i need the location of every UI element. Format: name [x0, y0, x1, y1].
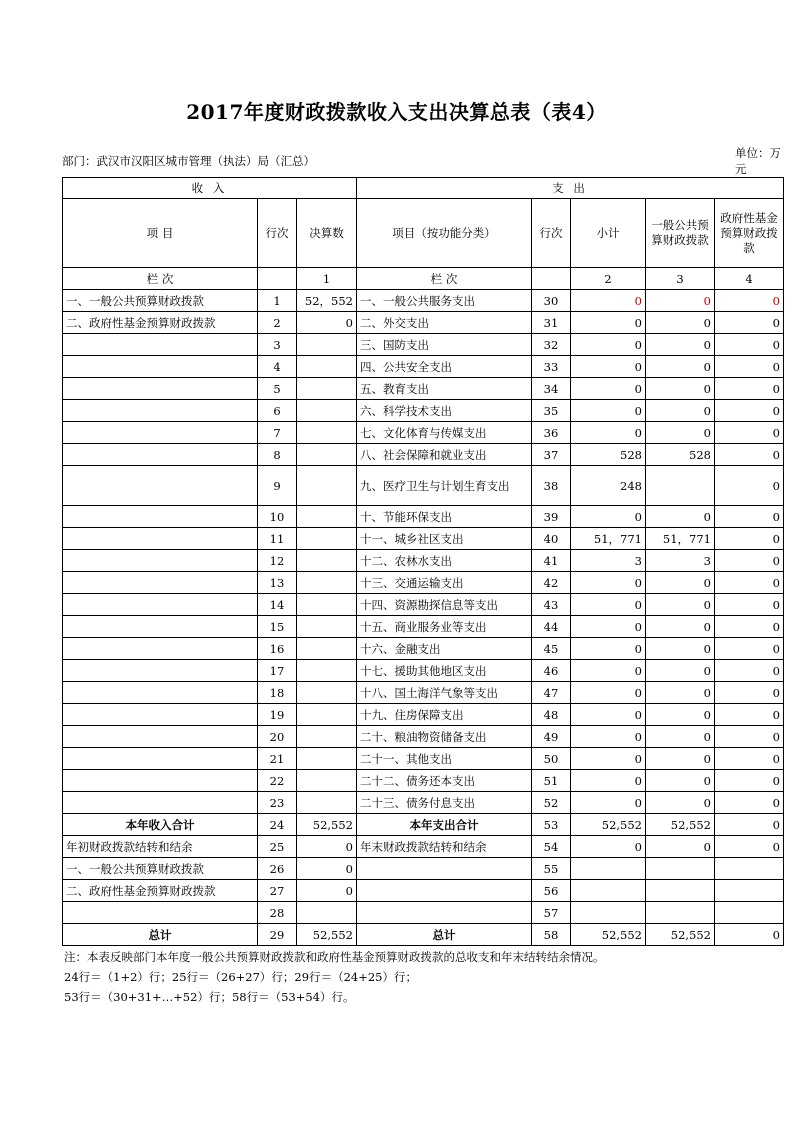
income-amount-cell: 52，552: [297, 290, 357, 312]
expense-line-cell: 57: [532, 902, 571, 924]
income-line-cell: 27: [258, 880, 297, 902]
col-header-gov-fund: 政府性基金预算财政拨款: [715, 199, 784, 268]
income-amount-cell: 0: [297, 836, 357, 858]
income-item-cell: [63, 378, 258, 400]
expense-line-cell: 38: [532, 466, 571, 506]
note-line: 注：本表反映部门本年度一般公共预算财政拨款和政府性基金预算财政拨款的总收支和年末结转结余情况。: [64, 950, 605, 964]
income-item-cell: 一、一般公共预算财政拨款: [63, 290, 258, 312]
col-header-general-budget: 一般公共预算财政拨款: [646, 199, 715, 268]
income-item-cell: [63, 400, 258, 422]
subtotal-cell: [571, 880, 646, 902]
general-budget-cell: [646, 466, 715, 506]
subtotal-cell: [571, 290, 646, 312]
gov-fund-cell: 0: [715, 528, 784, 550]
flagged-value: 0: [703, 293, 711, 308]
gov-fund-cell: 0: [715, 924, 784, 946]
table-row: [63, 506, 784, 528]
gov-fund-cell: 0: [715, 550, 784, 572]
income-line-cell: 1: [258, 290, 297, 312]
table-row: [63, 444, 784, 466]
expense-item-cell: 十七、援助其他地区支出: [357, 660, 532, 682]
gov-fund-cell: 0: [715, 660, 784, 682]
gov-fund-cell: 0: [715, 444, 784, 466]
table-row: [63, 334, 784, 356]
table-row: [63, 572, 784, 594]
income-line-cell: 28: [258, 902, 297, 924]
col-number-empty: [258, 268, 297, 290]
expense-line-cell: 56: [532, 880, 571, 902]
income-line-cell: 4: [258, 356, 297, 378]
expense-item-cell: 一、一般公共服务支出: [357, 290, 532, 312]
income-amount-cell: [297, 356, 357, 378]
col-number-empty: [532, 268, 571, 290]
table-row: [63, 616, 784, 638]
general-budget-cell: 0: [646, 616, 715, 638]
expense-line-cell: 37: [532, 444, 571, 466]
subtotal-cell: 51，771: [571, 528, 646, 550]
table-row: [63, 748, 784, 770]
col-number-1: 1: [297, 268, 357, 290]
subtotal-cell: 0: [571, 638, 646, 660]
gov-fund-cell: 0: [715, 594, 784, 616]
table-row: [63, 858, 784, 880]
expense-item-cell: 八、社会保障和就业支出: [357, 444, 532, 466]
income-amount-cell: [297, 506, 357, 528]
income-item-cell: 年初财政拨款结转和结余: [63, 836, 258, 858]
income-amount-cell: 0: [297, 858, 357, 880]
income-item-cell: [63, 334, 258, 356]
gov-fund-cell: 0: [715, 748, 784, 770]
income-amount-cell: [297, 334, 357, 356]
general-budget-cell: 3: [646, 550, 715, 572]
income-line-cell: 2: [258, 312, 297, 334]
general-budget-cell: 0: [646, 506, 715, 528]
subtotal-cell: 0: [571, 572, 646, 594]
subtotal-cell: 0: [571, 422, 646, 444]
income-item-cell: [63, 792, 258, 814]
general-budget-cell: 0: [646, 356, 715, 378]
income-item-cell: [63, 770, 258, 792]
table-row: [63, 726, 784, 748]
table-row: [63, 704, 784, 726]
expense-item-cell: 三、国防支出: [357, 334, 532, 356]
expense-line-cell: 35: [532, 400, 571, 422]
income-line-cell: 6: [258, 400, 297, 422]
expense-line-cell: 53: [532, 814, 571, 836]
general-budget-cell: [646, 290, 715, 312]
col-header-final-amount: 决算数: [297, 199, 357, 268]
expense-line-cell: 34: [532, 378, 571, 400]
expense-line-cell: 39: [532, 506, 571, 528]
subtotal-cell: 0: [571, 312, 646, 334]
income-amount-cell: 52,552: [297, 924, 357, 946]
gov-fund-cell: 0: [715, 506, 784, 528]
income-line-cell: 26: [258, 858, 297, 880]
general-budget-cell: 0: [646, 770, 715, 792]
gov-fund-cell: 0: [715, 814, 784, 836]
page-title: 2017年度财政拨款收入支出决算总表（表4）: [186, 100, 607, 124]
expense-line-cell: 52: [532, 792, 571, 814]
subtotal-cell: 0: [571, 770, 646, 792]
expense-line-cell: 45: [532, 638, 571, 660]
income-line-cell: 9: [258, 466, 297, 506]
gov-fund-cell: 0: [715, 836, 784, 858]
table-row: [63, 880, 784, 902]
general-budget-cell: 0: [646, 726, 715, 748]
unit-label: 单位：万元: [735, 146, 781, 176]
expense-item-cell: 二十三、债务付息支出: [357, 792, 532, 814]
expense-item-cell: 五、教育支出: [357, 378, 532, 400]
subtotal-cell: [571, 858, 646, 880]
income-item-cell: 总计: [63, 924, 258, 946]
gov-fund-cell: 0: [715, 638, 784, 660]
department-label: 部门：武汉市汉阳区城市管理（执法）局（汇总）: [62, 154, 315, 168]
table-row: [63, 466, 784, 506]
gov-fund-cell: 0: [715, 572, 784, 594]
expense-item-cell: 年末财政拨款结转和结余: [357, 836, 532, 858]
table-row: [63, 356, 784, 378]
expense-item-cell: 二十一、其他支出: [357, 748, 532, 770]
expense-line-cell: 58: [532, 924, 571, 946]
income-amount-cell: 0: [297, 880, 357, 902]
income-item-cell: [63, 726, 258, 748]
expense-line-cell: 30: [532, 290, 571, 312]
section-header-row: [63, 178, 784, 199]
income-item-cell: [63, 616, 258, 638]
general-budget-cell: 0: [646, 704, 715, 726]
expense-item-cell: 九、医疗卫生与计划生育支出: [357, 466, 532, 506]
income-item-cell: 二、政府性基金预算财政拨款: [63, 312, 258, 334]
income-item-cell: [63, 660, 258, 682]
general-budget-cell: 0: [646, 312, 715, 334]
income-item-cell: [63, 638, 258, 660]
table-row: [63, 594, 784, 616]
income-line-cell: 15: [258, 616, 297, 638]
subtotal-cell: 0: [571, 792, 646, 814]
income-amount-cell: [297, 528, 357, 550]
expense-line-cell: 31: [532, 312, 571, 334]
expense-line-cell: 40: [532, 528, 571, 550]
expense-line-cell: 32: [532, 334, 571, 356]
expense-item-cell: 十一、城乡社区支出: [357, 528, 532, 550]
income-item-cell: [63, 594, 258, 616]
income-line-cell: 13: [258, 572, 297, 594]
gov-fund-cell: [715, 902, 784, 924]
general-budget-cell: [646, 858, 715, 880]
expense-line-cell: 36: [532, 422, 571, 444]
expense-line-cell: 43: [532, 594, 571, 616]
general-budget-cell: 0: [646, 594, 715, 616]
general-budget-cell: 0: [646, 682, 715, 704]
income-section-header: 收 入: [63, 178, 357, 199]
general-budget-cell: 0: [646, 422, 715, 444]
col-header-line-2: 行次: [532, 199, 571, 268]
expense-item-cell: [357, 858, 532, 880]
table-row: [63, 528, 784, 550]
income-line-cell: 5: [258, 378, 297, 400]
table-row: [63, 902, 784, 924]
income-line-cell: 3: [258, 334, 297, 356]
income-amount-cell: [297, 422, 357, 444]
income-line-cell: 22: [258, 770, 297, 792]
table-row: [63, 400, 784, 422]
gov-fund-cell: 0: [715, 466, 784, 506]
income-line-cell: 20: [258, 726, 297, 748]
general-budget-cell: 0: [646, 334, 715, 356]
income-line-cell: 18: [258, 682, 297, 704]
income-item-cell: 本年收入合计: [63, 814, 258, 836]
expense-item-cell: 十二、农林水支出: [357, 550, 532, 572]
subtotal-cell: 0: [571, 682, 646, 704]
gov-fund-cell: [715, 880, 784, 902]
table-row: [63, 312, 784, 334]
subtotal-cell: 0: [571, 594, 646, 616]
expense-item-cell: 十四、资源勘探信息等支出: [357, 594, 532, 616]
general-budget-cell: 0: [646, 400, 715, 422]
expense-item-cell: 七、文化体育与传媒支出: [357, 422, 532, 444]
expense-item-cell: 二十二、债务还本支出: [357, 770, 532, 792]
income-item-cell: [63, 682, 258, 704]
income-amount-cell: [297, 400, 357, 422]
table-row: [63, 814, 784, 836]
income-item-cell: 二、政府性基金预算财政拨款: [63, 880, 258, 902]
general-budget-cell: 0: [646, 378, 715, 400]
income-amount-cell: [297, 616, 357, 638]
expense-line-cell: 46: [532, 660, 571, 682]
income-line-cell: 17: [258, 660, 297, 682]
general-budget-cell: 0: [646, 836, 715, 858]
income-line-cell: 24: [258, 814, 297, 836]
income-item-cell: [63, 506, 258, 528]
expense-item-cell: 十五、商业服务业等支出: [357, 616, 532, 638]
income-item-cell: [63, 528, 258, 550]
general-budget-cell: 0: [646, 660, 715, 682]
general-budget-cell: [646, 902, 715, 924]
subtotal-cell: 0: [571, 748, 646, 770]
subtotal-cell: 0: [571, 660, 646, 682]
expense-item-cell: [357, 902, 532, 924]
subtotal-cell: 0: [571, 506, 646, 528]
expense-line-cell: 55: [532, 858, 571, 880]
expense-item-cell: 本年支出合计: [357, 814, 532, 836]
col-header-func-item: 项目（按功能分类）: [357, 199, 532, 268]
income-item-cell: [63, 466, 258, 506]
expense-item-cell: 总计: [357, 924, 532, 946]
income-item-cell: [63, 356, 258, 378]
subtotal-cell: 0: [571, 400, 646, 422]
expense-line-cell: 51: [532, 770, 571, 792]
subtotal-cell: 0: [571, 704, 646, 726]
expense-line-cell: 54: [532, 836, 571, 858]
gov-fund-cell: 0: [715, 726, 784, 748]
income-item-cell: [63, 704, 258, 726]
subtotal-cell: 52,552: [571, 814, 646, 836]
table-row: [63, 792, 784, 814]
table-row: [63, 638, 784, 660]
expense-item-cell: 二、外交支出: [357, 312, 532, 334]
gov-fund-cell: 0: [715, 704, 784, 726]
note-line: 24行＝（1+2）行；25行＝（26+27）行；29行＝（24+25）行；: [64, 970, 417, 984]
col-number-3: 3: [646, 268, 715, 290]
subtotal-cell: 52,552: [571, 924, 646, 946]
note-line: 53行＝（30+31+…+52）行；58行＝（53+54）行。: [64, 990, 355, 1004]
expense-item-cell: 十三、交通运输支出: [357, 572, 532, 594]
table-row: [63, 660, 784, 682]
income-amount-cell: [297, 792, 357, 814]
expense-item-cell: 十、节能环保支出: [357, 506, 532, 528]
general-budget-cell: 0: [646, 748, 715, 770]
income-amount-cell: [297, 726, 357, 748]
income-line-cell: 10: [258, 506, 297, 528]
subtotal-cell: 0: [571, 334, 646, 356]
income-line-cell: 29: [258, 924, 297, 946]
income-line-cell: 12: [258, 550, 297, 572]
subtotal-cell: 0: [571, 836, 646, 858]
subtotal-cell: 3: [571, 550, 646, 572]
general-budget-cell: 52,552: [646, 924, 715, 946]
flagged-value: 0: [772, 293, 780, 308]
subtotal-cell: 0: [571, 356, 646, 378]
expense-item-cell: [357, 880, 532, 902]
income-amount-cell: [297, 748, 357, 770]
general-budget-cell: 52,552: [646, 814, 715, 836]
expense-line-cell: 42: [532, 572, 571, 594]
column-number-row: [63, 268, 784, 290]
expense-line-cell: 50: [532, 748, 571, 770]
col-number-4: 4: [715, 268, 784, 290]
subtotal-cell: [571, 902, 646, 924]
table-row: [63, 550, 784, 572]
gov-fund-cell: 0: [715, 422, 784, 444]
expense-item-cell: 四、公共安全支出: [357, 356, 532, 378]
general-budget-cell: [646, 880, 715, 902]
table-row: [63, 836, 784, 858]
notes: [64, 947, 605, 1007]
table-row: [63, 924, 784, 946]
subtotal-cell: 0: [571, 378, 646, 400]
gov-fund-cell: 0: [715, 312, 784, 334]
gov-fund-cell: [715, 858, 784, 880]
expense-line-cell: 44: [532, 616, 571, 638]
expense-line-cell: 41: [532, 550, 571, 572]
col-number-2: 2: [571, 268, 646, 290]
general-budget-cell: 0: [646, 572, 715, 594]
income-amount-cell: [297, 770, 357, 792]
gov-fund-cell: 0: [715, 378, 784, 400]
gov-fund-cell: 0: [715, 616, 784, 638]
gov-fund-cell: 0: [715, 792, 784, 814]
col-header-item: 项 目: [63, 199, 258, 268]
gov-fund-cell: 0: [715, 400, 784, 422]
income-line-cell: 16: [258, 638, 297, 660]
income-amount-cell: [297, 550, 357, 572]
col-header-subtotal: 小计: [571, 199, 646, 268]
expense-section-header: 支 出: [357, 178, 784, 199]
col-header-line: 行次: [258, 199, 297, 268]
budget-table: [62, 177, 784, 946]
income-amount-cell: 52,552: [297, 814, 357, 836]
expense-line-cell: 49: [532, 726, 571, 748]
col-label-expense: 栏 次: [357, 268, 532, 290]
income-amount-cell: [297, 682, 357, 704]
subtotal-cell: 0: [571, 616, 646, 638]
expense-item-cell: 六、科学技术支出: [357, 400, 532, 422]
income-line-cell: 25: [258, 836, 297, 858]
income-item-cell: [63, 572, 258, 594]
expense-line-cell: 33: [532, 356, 571, 378]
income-item-cell: [63, 444, 258, 466]
income-item-cell: [63, 550, 258, 572]
gov-fund-cell: 0: [715, 334, 784, 356]
income-line-cell: 8: [258, 444, 297, 466]
table-row: [63, 378, 784, 400]
income-amount-cell: [297, 902, 357, 924]
general-budget-cell: 51，771: [646, 528, 715, 550]
income-line-cell: 23: [258, 792, 297, 814]
expense-item-cell: 二十、粮油物资储备支出: [357, 726, 532, 748]
income-amount-cell: [297, 378, 357, 400]
income-amount-cell: 0: [297, 312, 357, 334]
income-line-cell: 14: [258, 594, 297, 616]
income-amount-cell: [297, 660, 357, 682]
flagged-value: 0: [634, 293, 642, 308]
income-item-cell: 一、一般公共预算财政拨款: [63, 858, 258, 880]
expense-item-cell: 十八、国土海洋气象等支出: [357, 682, 532, 704]
column-header-row: [63, 199, 784, 268]
general-budget-cell: 528: [646, 444, 715, 466]
subtotal-cell: 528: [571, 444, 646, 466]
income-item-cell: [63, 902, 258, 924]
income-amount-cell: [297, 594, 357, 616]
expense-item-cell: 十九、住房保障支出: [357, 704, 532, 726]
table-row: [63, 290, 784, 312]
general-budget-cell: 0: [646, 638, 715, 660]
table-row: [63, 422, 784, 444]
gov-fund-cell: 0: [715, 682, 784, 704]
table-row: [63, 682, 784, 704]
gov-fund-cell: 0: [715, 770, 784, 792]
col-label-income: 栏 次: [63, 268, 258, 290]
gov-fund-cell: 0: [715, 356, 784, 378]
income-amount-cell: [297, 466, 357, 506]
table-row: [63, 770, 784, 792]
income-amount-cell: [297, 704, 357, 726]
expense-line-cell: 47: [532, 682, 571, 704]
income-line-cell: 7: [258, 422, 297, 444]
income-amount-cell: [297, 572, 357, 594]
income-line-cell: 21: [258, 748, 297, 770]
gov-fund-cell: [715, 290, 784, 312]
income-line-cell: 11: [258, 528, 297, 550]
expense-item-cell: 十六、金融支出: [357, 638, 532, 660]
subtotal-cell: 0: [571, 726, 646, 748]
income-amount-cell: [297, 444, 357, 466]
income-item-cell: [63, 748, 258, 770]
expense-line-cell: 48: [532, 704, 571, 726]
general-budget-cell: 0: [646, 792, 715, 814]
income-item-cell: [63, 422, 258, 444]
income-line-cell: 19: [258, 704, 297, 726]
subtotal-cell: 248: [571, 466, 646, 506]
income-amount-cell: [297, 638, 357, 660]
